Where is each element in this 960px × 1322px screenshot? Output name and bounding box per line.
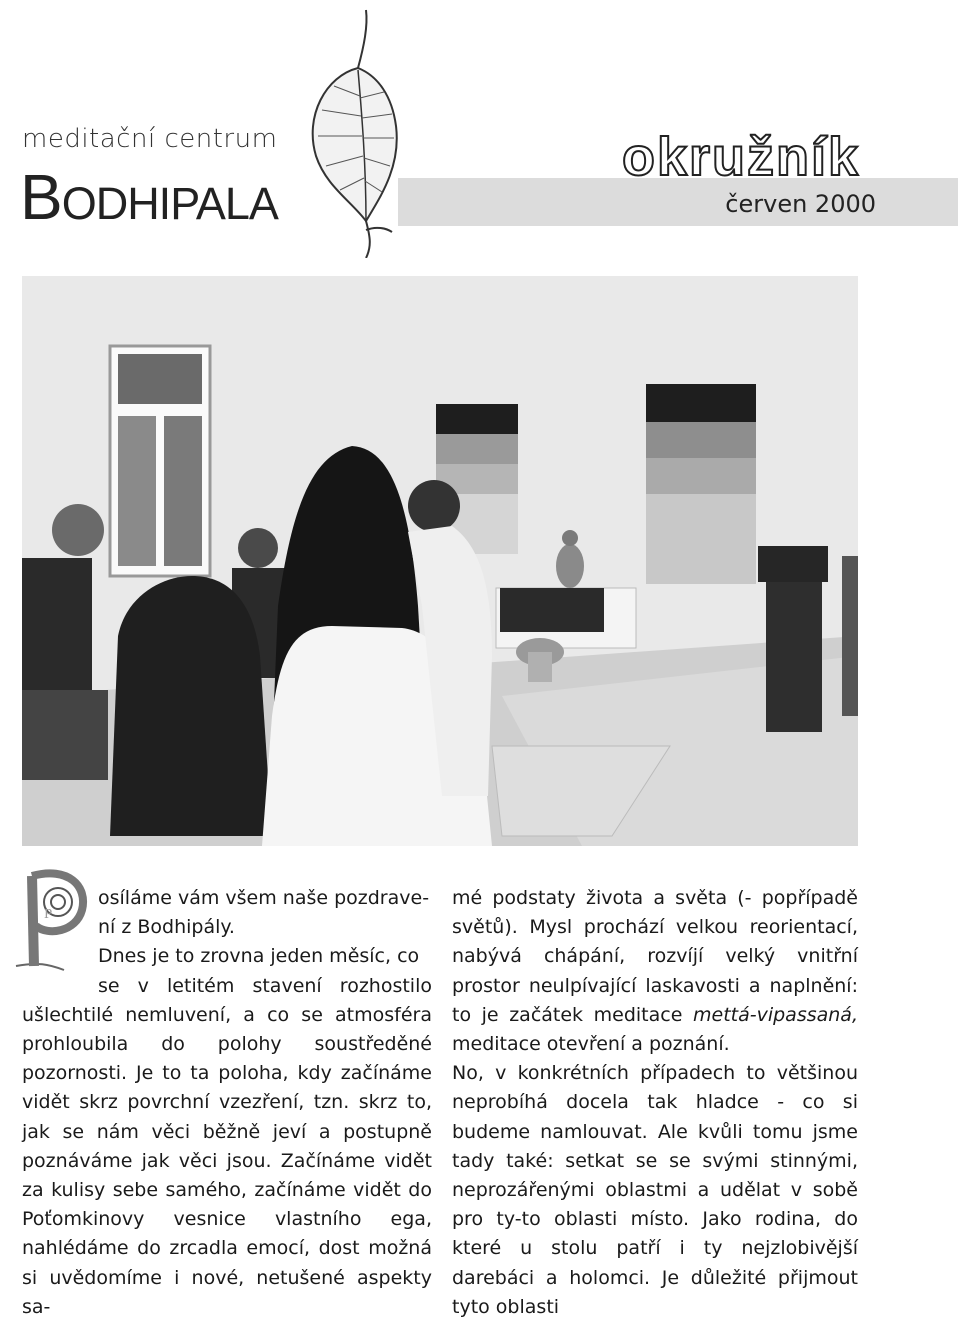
paragraph-2-continuation: mé podstaty života a světa (- popřípadě světů). Mysl prochází velkou reorientací, nabývá chápání, rozvíjí velký vnitřní prostor neulpívající laskavosti a naplnění: to je začátek meditace (452, 887, 858, 1026)
paragraph-2-tail: meditace otevření a poznání. (452, 1033, 730, 1056)
article-paragraph-3: No, v konkrétních případech to většinou neprobíhá docela tak hladce - co si budeme namlouvat. Ale kvůli tomu jsme tady také: setkat se se svými stinnými, neprozářenými oblastmi a udělat v sobě pro ty-to oblasti místo. Jako rodina, do které u stolu patří i ty nejzlobivější darebáci a holomci. Je důležité přijmout tyto oblasti (452, 1062, 858, 1318)
meditation-hall-photo (22, 276, 858, 846)
org-name: Bodhipala (20, 161, 278, 233)
newsletter-title: okružník (621, 127, 860, 187)
meditation-term: mettá-vipassaná, (693, 1003, 858, 1026)
article-paragraph-2-start (22, 942, 432, 1322)
article-paragraph-1 (22, 884, 432, 942)
paragraph-2-line-1: Dnes je to zrovna jeden měsíc, co (98, 945, 420, 968)
org-subtitle: meditační centrum (22, 124, 278, 154)
paragraph-1-line-2: ní z Bodhipály. (98, 916, 235, 939)
dropcap-letter: P (44, 907, 53, 921)
issue-date: červen 2000 (725, 190, 876, 218)
bodhi-leaf-logo-icon (296, 6, 406, 258)
article-paragraph-2-end (452, 884, 858, 1059)
article-column-left (22, 884, 432, 1322)
paragraph-1-line-1: osíláme vám všem naše pozdrave- (98, 887, 430, 909)
paragraph-2-body: se v letitém stavení rozhostilo ušlechtilé nemluvení, a co se atmosféra prohloubila do polohy soustředěné pozornosti. Je to ta poloha, kdy začínáme vidět skrz povrchní vzezření, tzn. skrz to, jak se nám věci běžně jeví a postupně poznáváme jak věci jsou. Začínáme vidět za kulisy sebe samého, začínáme vidět do Poťomkinovy vesnice vlastního ega, nahlédáme do zrcadla emocí, dost možná si uvědomíme i nové, netušené aspekty sa- (22, 974, 432, 1318)
meditation-hall-photo-image (22, 276, 858, 846)
article-column-right (452, 884, 858, 1322)
